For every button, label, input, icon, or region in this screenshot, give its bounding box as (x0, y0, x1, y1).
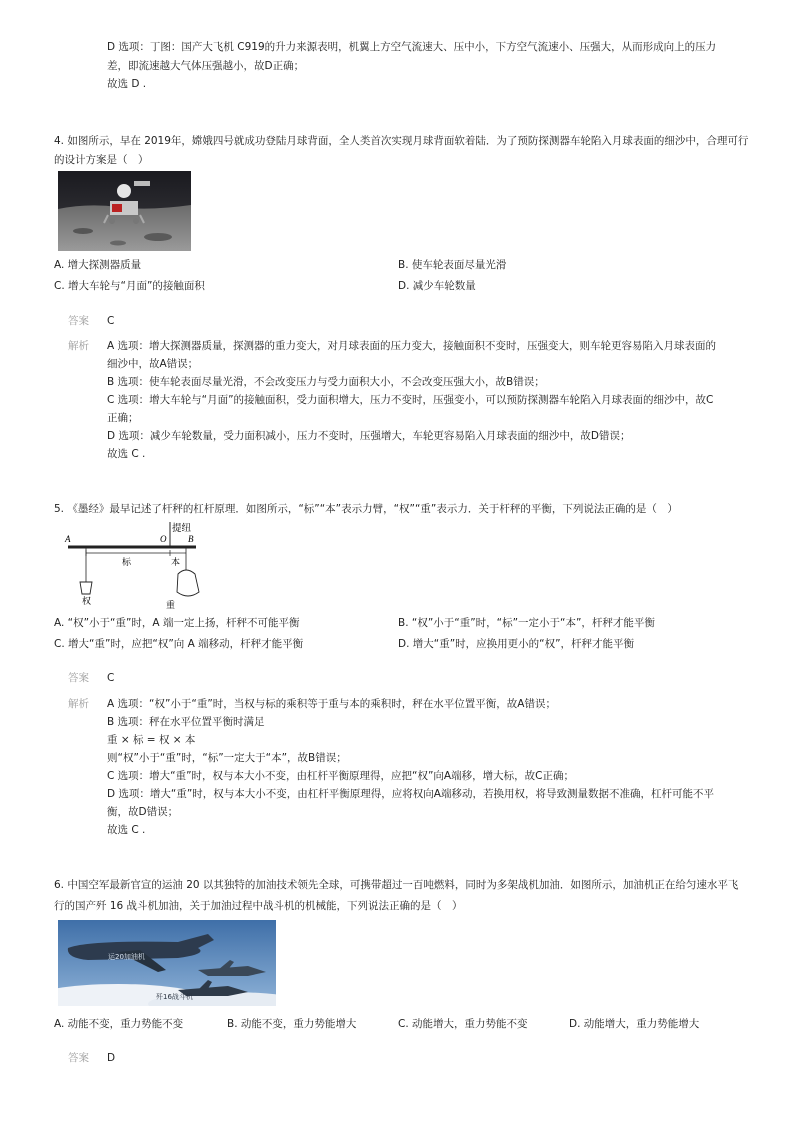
prev-conclusion: 故选 D . (107, 78, 147, 90)
q5-answer: C (107, 672, 115, 684)
label-o: O (160, 534, 167, 544)
q4-answer-label: 答案 (68, 315, 89, 327)
q5-option-c: C. 增大“重”时，应把“权”向 A 端移动，杆秤才能平衡 (54, 638, 304, 650)
chang-e-4-photo (58, 171, 191, 251)
q5-analysis-label: 解析 (68, 698, 89, 710)
q6-option-a: A. 动能不变，重力势能不变 (54, 1018, 184, 1030)
q6-stem: 行的国产歼 16 战斗机加油，关于加油过程中战斗机的机械能，下列说法正确的是（ ） (54, 900, 463, 912)
q4-option-b: B. 使车轮表面尽量光滑 (398, 259, 507, 271)
q5-option-a: A. “权”小于“重”时，A 端一定上扬，杆秤不可能平衡 (54, 617, 300, 629)
q4-analysis-line: 故选 C . (107, 448, 146, 460)
q4-answer: C (107, 315, 115, 327)
q5-analysis-line: D 选项：增大“重”时，权与本大小不变，由杠杆平衡原理得，应将权向A端移动，若换用权，将导致测量数据不准确，杠杆可能不平 (107, 788, 714, 800)
q5-stem: 5. 《墨经》最早记述了杆秤的杠杆原理．如图所示，“标”“本”表示力臂，“权”“重”表示力．关于杆秤的平衡，下列说法正确的是（ ） (54, 503, 678, 515)
q5-option-d: D. 增大“重”时，应换用更小的“权”，杆秤才能平衡 (398, 638, 635, 650)
label-a: A (65, 534, 71, 544)
q5-analysis-line: A 选项：“权”小于“重”时，当权与标的乘积等于重与本的乘积时，秤在水平位置平衡，故A错误； (107, 698, 556, 710)
q5-analysis-line: 重 × 标 = 权 × 本 (107, 734, 196, 746)
q4-analysis-line: A 选项：增大探测器质量，探测器的重力变大，对月球表面的压力变大，接触面积不变时，压强变大，则车轮更容易陷入月球表面的 (107, 340, 717, 352)
label-zhong: 重 (166, 600, 176, 610)
q5-analysis-line: 则“权”小于“重”时，“标”一定大于“本”，故B错误； (107, 752, 347, 764)
q4-analysis-label: 解析 (68, 340, 89, 352)
q6-option-b: B. 动能不变，重力势能增大 (227, 1018, 357, 1030)
q5-analysis-line: 衡，故D错误； (107, 806, 179, 818)
q6-answer: D (107, 1052, 116, 1064)
q5-answer-label: 答案 (68, 672, 89, 684)
steelyard-diagram (58, 520, 218, 610)
q4-option-c: C. 增大车轮与“月面”的接触面积 (54, 280, 205, 292)
photo-label-fighter: 歼16战斗机 (156, 993, 193, 1001)
q5-analysis-line: 故选 C . (107, 824, 146, 836)
label-b: B (188, 534, 194, 544)
q6-answer-label: 答案 (68, 1052, 89, 1064)
q4-stem: 4. 如图所示，早在 2019年，嫦娥四号就成功登陆月球背面，全人类首次实现月球背面软着陆．为了预防探测器车轮陷入月球表面的细沙中，合理可行 (54, 135, 749, 147)
q5-analysis-line: C 选项：增大“重”时，权与本大小不变，由杠杆平衡原理得，应把“权”向A端移，增大标，故C正确； (107, 770, 574, 782)
prev-analysis-line: 差，即流速越大气体压强越小，故D正确； (107, 60, 305, 72)
prev-analysis-line: D 选项：丁图：国产大飞机 C919的升力来源表明，机翼上方空气流速大、压中小，下方空气流速小、压强大，从而形成向上的压力 (107, 41, 717, 53)
aerial-refueling-photo (58, 920, 276, 1006)
q4-option-a: A. 增大探测器质量 (54, 259, 142, 271)
label-ben: 本 (171, 557, 181, 567)
q5-option-b: B. “权”小于“重”时，“标”一定小于“本”，杆秤才能平衡 (398, 617, 655, 629)
q4-option-d: D. 减少车轮数量 (398, 280, 476, 292)
q4-analysis-line: 细沙中，故A错误； (107, 358, 199, 370)
q6-option-c: C. 动能增大，重力势能不变 (398, 1018, 528, 1030)
label-tiniu: 提纽 (172, 524, 192, 534)
q5-analysis-line: B 选项：秤在水平位置平衡时满足 (107, 716, 265, 728)
q4-stem: 的设计方案是（ ） (54, 154, 149, 166)
label-biao: 标 (122, 557, 132, 567)
q4-analysis-line: 正确； (107, 412, 139, 424)
q4-analysis-line: B 选项：使车轮表面尽量光滑，不会改变压力与受力面积大小，不会改变压强大小，故B错误； (107, 376, 545, 388)
q6-option-d: D. 动能增大，重力势能增大 (569, 1018, 700, 1030)
photo-label-tanker: 运20加油机 (108, 953, 145, 961)
q6-stem: 6. 中国空军最新官宣的运油 20 以其独特的加油技术领先全球，可携带超过一百吨燃料，同时为多架战机加油．如图所示，加油机正在给匀速水平飞 (54, 879, 739, 891)
label-quan: 权 (82, 596, 92, 606)
q4-analysis-line: C 选项：增大车轮与“月面”的接触面积，受力面积增大，压力不变时，压强变小，可以预防探测器车轮陷入月球表面的细沙中，故C (107, 394, 714, 406)
q4-analysis-line: D 选项：减少车轮数量，受力面积减小，压力不变时，压强增大，车轮更容易陷入月球表面的细沙中，故D错误； (107, 430, 631, 442)
